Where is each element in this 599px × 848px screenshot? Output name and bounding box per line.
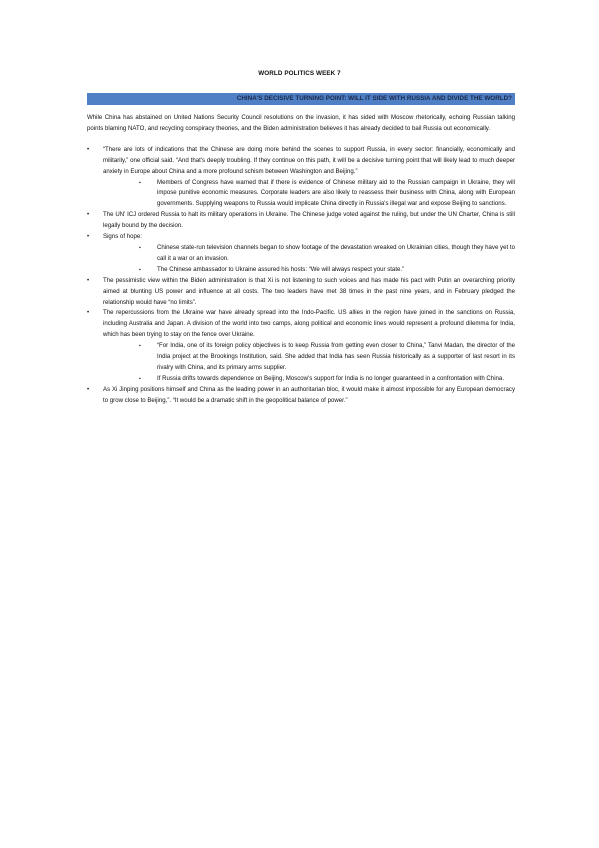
sub-bullet-text: “For India, one of its foreign policy objectives is to keep Russia from getting even closer to China,” Tanvi Madan, the director of the India project at the Brookings Institution, said. She added that India has seen Russia historically as a supporter of last resort in its rivalry with China, and its primary arms supplier.: [157, 342, 515, 371]
bullet-item: [87, 276, 515, 309]
intro-paragraph: While China has abstained on United Nations Security Council resolutions on the invasion, it has sided with Moscow rhetorically, echoing Russian talking points blaming NATO, and recycling conspiracy theories, and the Biden administration believes it has already decided to bail Russia out economically.: [87, 114, 515, 132]
document-body: [87, 113, 515, 407]
bullet-dot-icon: •: [87, 233, 90, 241]
sub-bullet-item: [139, 243, 515, 265]
bullet-list: [87, 145, 515, 407]
bullet-dot-icon: •: [87, 385, 90, 393]
bullet-dot-icon: •: [87, 211, 90, 219]
sub-bullet-list: [103, 178, 515, 211]
bullet-text: Signs of hope:: [103, 233, 142, 241]
bullet-item: [87, 232, 515, 276]
bullet-item: [87, 385, 515, 407]
sub-bullet-text: Members of Congress have warned that if there is evidence of Chinese military aid to the Russian campaign in Ukraine, they will impose punitive economic measures. Corporate leaders are also likely to reassess their business with China, along with European governments. Supplying weapons to Russia would implicate China directly in Russia's illegal war and expose Beijing to sanctions.: [157, 178, 515, 208]
headline-text: CHINA'S DECISIVE TURNING POINT: WILL IT SIDE WITH RUSSIA AND DIVIDE THE WORLD?: [236, 95, 512, 102]
bullet-item: [87, 308, 515, 384]
bullet-dot-icon: •: [87, 309, 90, 317]
sub-bullet-item: [139, 265, 515, 276]
bullet-text: The pessimistic view within the Biden administration is that Xi is not listening to such voices and has made his pact with Putin an overarching priority aimed at blunting US power and influence at all costs. The two leaders have met 38 times in the past nine years, and in February pledged the relationship would have “no limits”.: [103, 276, 515, 306]
sub-bullet-text: Chinese state-run television channels began to show footage of the devastation wreaked on Ukrainian cities, though they have yet to call it a war or an invasion.: [157, 243, 515, 262]
bullet-dot-icon: •: [87, 145, 90, 153]
bullet-text: The repercussions from the Ukraine war have already spread into the Indo-Pacific. US allies in the region have joined in the sanctions on Russia, including Australia and Japan. A division of the world into two camps, along political and economic lines would represent a profound dilemma for India, which has been trying to stay on the fence over Ukraine.: [103, 309, 515, 339]
sub-bullet-list: [103, 341, 515, 385]
document-title: WORLD POLITICS WEEK 7: [258, 70, 341, 77]
sub-bullet-list: [103, 243, 515, 276]
square-bullet-icon: ▪: [139, 343, 141, 350]
sub-bullet-item: [139, 374, 515, 385]
square-bullet-icon: ▪: [139, 179, 141, 186]
bullet-text: The UN' ICJ ordered Russia to halt its military operations in Ukraine. The Chinese judge voted against the ruling, but under the UN Charter, China is still legally bound by the decision.: [103, 211, 515, 230]
sub-bullet-text: The Chinese ambassador to Ukraine assured his hosts: “We will always respect your state.”: [157, 265, 405, 273]
square-bullet-icon: ▪: [139, 244, 141, 251]
bullet-text: “There are lots of indications that the Chinese are doing more behind the scenes to support Russia, in every sector: financially, economically and militarily,” one official said. “And that's deeply troubling. If they continue on this path, it will be a decisive turning point that will likely lead to much deeper anxiety in Europe about China and a more profound schism between Washington and Beijing.”: [103, 145, 515, 175]
bullet-text: As Xi Jinping positions himself and China as the leading power in an authoritarian bloc, it would make it almost impossible for any European democracy to grow close to Beijing,”. “It would be a dramatic shift in the geopolitical balance of power.”: [103, 385, 515, 404]
sub-bullet-item: [139, 341, 515, 374]
sub-bullet-item: [139, 178, 515, 211]
bullet-dot-icon: •: [87, 276, 90, 284]
square-bullet-icon: ▪: [139, 266, 141, 273]
bullet-item: [87, 145, 515, 210]
square-bullet-icon: ▪: [139, 375, 141, 382]
bullet-item: [87, 210, 515, 232]
sub-bullet-text: If Russia drifts towards dependence on Beijing, Moscow's support for India is no longer guaranteed in a confrontation with China.: [157, 374, 505, 382]
headline-banner: [87, 93, 515, 105]
